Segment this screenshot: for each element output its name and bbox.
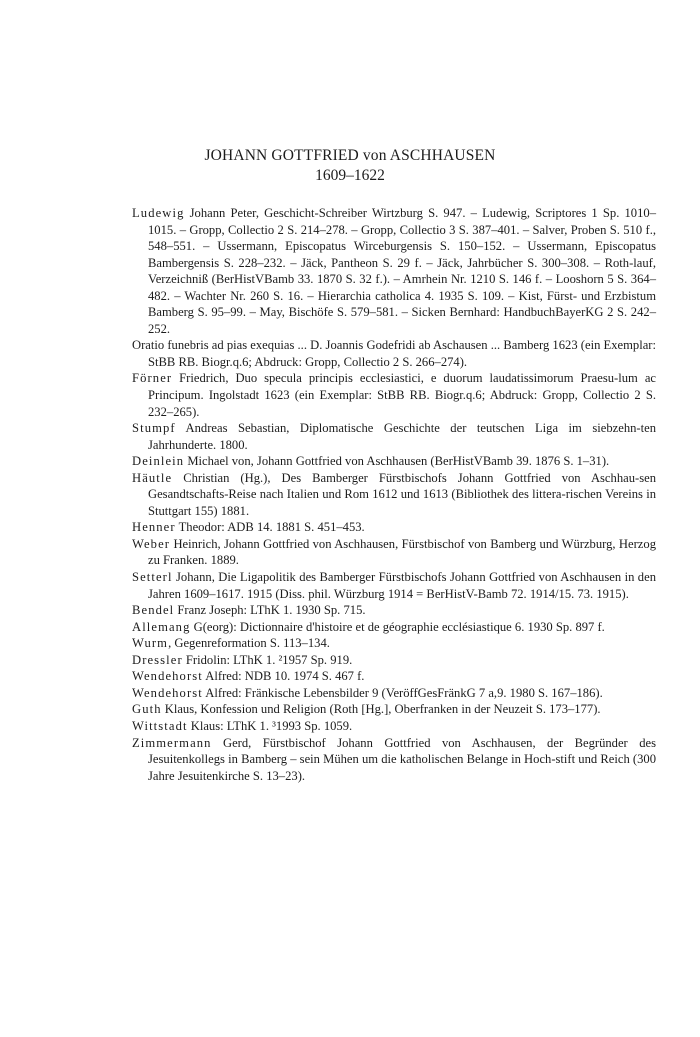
entry-author: Weber [132, 536, 171, 551]
bibliography-list [132, 205, 656, 784]
bibliography-entry [132, 602, 656, 619]
entry-text: Alfred: NDB 10. 1974 S. 467 f. [202, 669, 365, 684]
entry-author: Wendehorst [132, 669, 203, 684]
entry-text: Alfred: Fränkische Lebensbilder 9 (VeröffGesFränkG 7 a,9. 1980 S. 167–186). [202, 685, 603, 700]
entry-author: Wendehorst [132, 685, 203, 700]
entry-text: Gerd, Fürstbischof Johann Gottfried von Aschhausen, der Begründer des Jesuitenkollegs in Bamberg – sein Mühen um die katholischen Belange in Hoch-stift und Reich (300 Jahre Jesuitenkirche S. 13–23). [148, 735, 656, 783]
entry-author: Bendel [132, 603, 175, 618]
entry-text: Franz Joseph: LThK 1. 1930 Sp. 715. [174, 603, 366, 618]
entry-text: G(eorg): Dictionnaire d'histoire et de géographie ecclésiastique 6. 1930 Sp. 897 f. [190, 619, 605, 634]
bibliography-entry [132, 519, 656, 536]
bibliography-entry [132, 685, 656, 702]
entry-text: Johann, Die Ligapolitik des Bamberger Fürstbischofs Johann Gottfried von Aschhausen in den Jahren 1609–1617. 1915 (Diss. phil. Würzburg 1914 = BerHistV-Bamb 72. 1914/15. 73. 1915). [148, 570, 656, 601]
entry-author: Henner [132, 520, 176, 535]
bibliography-entry [132, 652, 656, 669]
entry-text: Heinrich, Johann Gottfried von Aschhausen, Fürstbischof von Bamberg und Würzburg, Herzog zu Franken. 1889. [148, 536, 656, 568]
bibliography-entry [132, 205, 656, 337]
bibliography-entry [132, 420, 656, 453]
entry-text: Johann Peter, Geschicht-Schreiber Wirtzburg S. 947. – Ludewig, Scriptores 1 Sp. 1010–1015. – Gropp, Collectio 2 S. 214–278. – Gropp, Collectio 3 S. 387–401. – Salver, Proben S. 510 f., 548–551. – Ussermann, Episcopatus Wirceburgensis S. 150–152. – Ussermann, Episcopatus Bambergensis S. 228–232. – Jäck, Pantheon S. 29 f. – Jäck, Jahrbücher S. 300–308. – Roth-lauf, Verzeichniß (BerHistVBamb 33. 1870 S. 32 f.). – Amrhein Nr. 1210 S. 146 f. – Looshorn 5 S. 364–482. – Wachter Nr. 260 S. 16. – Hierarchia catholica 4. 1935 S. 109. – Kist, Fürst- und Erzbistum Bamberg S. 95–99. – May, Bischöfe S. 579–581. – Sicken Bernhard: HandbuchBayerKG 2 S. 242–252. [148, 206, 656, 336]
entry-text: Michael von, Johann Gottfried von Aschhausen (BerHistVBamb 39. 1876 S. 1–31). [184, 454, 610, 469]
entry-author: Guth [132, 702, 162, 717]
entry-author: Wittstadt [132, 718, 188, 733]
page-years: 1609–1622 [315, 167, 385, 184]
bibliography-entry [132, 619, 656, 636]
entry-text: , Gegenreformation S. 113–134. [168, 636, 330, 651]
bibliography-entry [132, 453, 656, 470]
entry-author: Dressler [132, 652, 183, 667]
entry-text: Theodor: ADB 14. 1881 S. 451–453. [175, 520, 365, 535]
entry-text: Christian (Hg.), Des Bamberger Fürstbischofs Johann Gottfried von Aschhau-sen Gesandtschafts-Reise nach Italien und Rom 1612 und 1613 (Bibliothek des littera-rischen Vereins in Stuttgart 155) 1881. [148, 470, 656, 518]
entry-author: Wurm [132, 636, 169, 651]
entry-text: Klaus: LThK 1. ³1993 Sp. 1059. [187, 718, 353, 733]
bibliography-entry [132, 701, 656, 718]
bibliography-entry [132, 470, 656, 520]
entry-text: Klaus, Konfession und Religion (Roth [Hg.], Oberfranken in der Neuzeit S. 173–177). [161, 702, 601, 717]
entry-author: Zimmermann [132, 735, 212, 750]
entry-author: Ludewig [132, 206, 185, 220]
bibliography-entry [132, 536, 656, 569]
entry-author: Allemang [132, 619, 191, 634]
entry-author: Förner [132, 371, 173, 386]
bibliography-entry [132, 337, 656, 370]
entry-text: Friedrich, Duo specula principis ecclesiastici, e duorum laudatissimorum Praesu-lum ac Principum. Ingolstadt 1623 (ein Exemplar: StBB RB. Biogr.q.6; Abdruck: Gropp, Collectio 2 S. 232–265). [148, 371, 656, 419]
bibliography-entry [132, 370, 656, 420]
entry-author: Stumpf [132, 421, 176, 436]
bibliography-entry [132, 718, 656, 735]
bibliography-entry [132, 635, 656, 652]
page-header [0, 146, 700, 186]
entry-text: Oratio funebris ad pias exequias ... D. Joannis Godefridi ab Aschausen ... Bamberg 1623 (ein Exemplar: StBB RB. Biogr.q.6; Abdruck: Gropp, Collectio 2 S. 266–274). [132, 338, 656, 369]
entry-author: Deinlein [132, 454, 185, 469]
bibliography-entry [132, 735, 656, 785]
bibliography-entry [132, 668, 656, 685]
page-title: JOHANN GOTTFRIED von ASCHHAUSEN [204, 147, 496, 164]
entry-author: Häutle [132, 470, 173, 485]
entry-text: Fridolin: LThK 1. ²1957 Sp. 919. [182, 652, 353, 667]
entry-text: Andreas Sebastian, Diplomatische Geschichte der teutschen Liga im siebzehn-ten Jahrhunderte. 1800. [148, 421, 656, 452]
entry-author: Setterl [132, 570, 173, 585]
bibliography-entry [132, 569, 656, 602]
